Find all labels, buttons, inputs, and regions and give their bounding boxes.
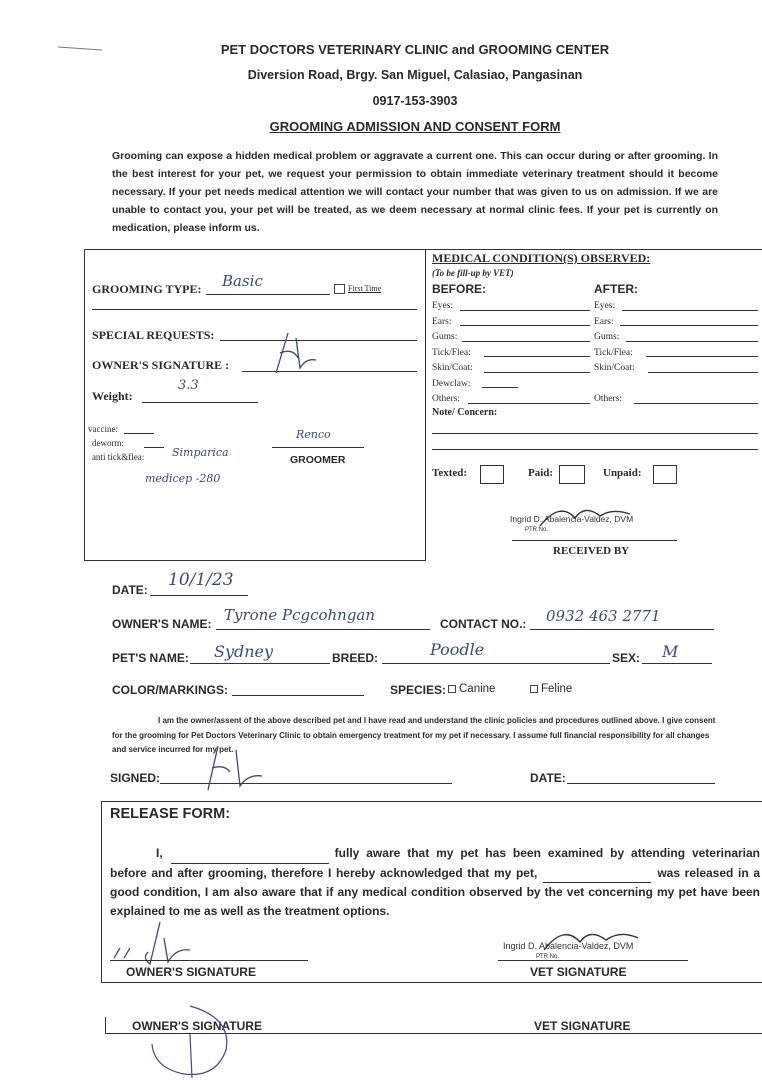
after-list <box>594 299 754 408</box>
groomer-name: Renco <box>296 428 331 441</box>
after-skin-line <box>648 372 758 373</box>
after-item[interactable]: Skin/Coat: <box>594 363 635 373</box>
first-time-checkbox[interactable] <box>334 284 381 294</box>
contact-line <box>530 629 714 630</box>
species-feline-option[interactable]: Feline <box>530 683 572 695</box>
paid-label: Paid: <box>528 467 554 479</box>
contact-label: CONTACT NO.: <box>440 617 527 631</box>
grooming-type-value[interactable]: Basic <box>222 272 263 290</box>
before-tick-line <box>484 356 590 357</box>
form-title: GROOMING ADMISSION AND CONSENT FORM <box>269 119 561 134</box>
after-item <box>594 377 754 393</box>
after-others-line <box>634 403 758 404</box>
groomer-label: GROOMER <box>290 454 346 466</box>
paid-checkbox[interactable] <box>559 465 585 484</box>
vaccine-line[interactable] <box>124 433 154 434</box>
before-eyes-line <box>460 310 590 311</box>
color-line[interactable] <box>232 695 364 696</box>
received-by-line <box>512 540 677 541</box>
before-dewclaw-line <box>482 387 518 388</box>
date-line <box>150 595 248 596</box>
pet-name-label: PET'S NAME: <box>112 651 189 665</box>
consent-signature-icon <box>196 738 276 794</box>
groomer-line <box>272 447 364 448</box>
before-label: BEFORE: <box>432 282 486 296</box>
before-item[interactable]: Dewclaw: <box>432 378 471 389</box>
before-item[interactable]: Gums: <box>432 332 458 342</box>
release-owner-signature-label: OWNER'S SIGNATURE <box>126 965 256 979</box>
before-item[interactable]: Ears: <box>432 316 452 327</box>
clinic-address: Diversion Road, Brgy. San Miguel, Calasiao, Pangasinan <box>247 68 583 82</box>
date-value[interactable]: 10/1/23 <box>168 570 234 590</box>
release-title: RELEASE FORM: <box>110 806 231 822</box>
color-label: COLOR/MARKINGS: <box>112 683 228 697</box>
medicine-note: medicep -280 <box>145 472 221 485</box>
before-item[interactable]: Tick/Flea: <box>432 347 471 358</box>
grooming-type-line <box>206 294 330 295</box>
weight-line[interactable] <box>142 402 258 403</box>
owner-name-label: OWNER'S NAME: <box>112 617 212 631</box>
before-gums-line <box>462 341 590 342</box>
owner-name-value[interactable]: Tyrone Pcgcohngan <box>224 606 376 624</box>
date-label: DATE: <box>112 583 148 597</box>
before-item[interactable]: Eyes: <box>432 301 454 311</box>
footer-vet-signature-label: VET SIGNATURE <box>534 1019 631 1033</box>
breed-line <box>382 663 610 664</box>
after-tick-line <box>646 356 758 357</box>
release-vet-signature-line[interactable] <box>498 960 688 961</box>
grooming-extra-line <box>92 309 417 310</box>
after-item[interactable]: Tick/Flea: <box>594 347 633 358</box>
deworm-label: deworm: <box>92 438 124 448</box>
deworm-line[interactable] <box>144 447 164 448</box>
after-item[interactable]: Gums: <box>594 332 620 342</box>
before-item[interactable]: Others: <box>432 394 460 404</box>
after-gums-line <box>626 341 758 342</box>
footer-owner-signature-label: OWNER'S SIGNATURE <box>132 1019 262 1033</box>
after-item[interactable]: Ears: <box>594 316 614 327</box>
intro-text: Grooming can expose a hidden medical problem or aggravate a current one. This can occur during or after grooming. In the best interest for your pet, we request your permission to obtain immediate veterinary treatment should it become necessary. If your pet needs medical attention we will contact your number that was given to us on admission. If we are unable to contact you, your pet will be treated, as we deem necessary at normal clinic fees. If your pet is currently on medication, please inform us. <box>112 150 718 234</box>
first-time-label: First Time <box>348 284 382 293</box>
vet-name-stamp: Ingrid D. Abalencia-Valdez, DVM <box>510 514 634 524</box>
owner-name-line <box>216 629 430 630</box>
canine-checkbox-icon[interactable] <box>448 685 456 693</box>
note-label: Note/ Concern: <box>432 407 498 418</box>
breed-label: BREED: <box>332 651 379 665</box>
sex-label: SEX: <box>612 651 641 665</box>
grooming-type-label: GROOMING TYPE: <box>92 282 202 296</box>
consent-text: I am the owner/assent of the above described pet and I have read and understand the clinic policies and procedures outlined above. I give consent for the grooming for Pet Doctors Veterinary Clinic to obtain emergency treatment for my pet if necessary. I assume full financial responsibility for all changes and service incurred for my pet. <box>112 716 716 754</box>
species-label: SPECIES: <box>390 683 447 697</box>
first-time-box-icon[interactable] <box>334 284 345 294</box>
unpaid-checkbox[interactable] <box>653 465 677 484</box>
after-ears-line <box>620 325 758 326</box>
release-vet-name-stamp: Ingrid D. Abalencia-Valdez, DVM <box>503 941 634 951</box>
breed-value[interactable]: Poodle <box>430 640 485 659</box>
unpaid-label: Unpaid: <box>603 467 642 479</box>
consent-date-line[interactable] <box>567 783 715 784</box>
pet-name-value[interactable]: Sydney <box>214 642 274 661</box>
special-requests-label: SPECIAL REQUESTS: <box>92 328 215 342</box>
release-owner-signature-icon <box>110 918 200 966</box>
vaccine-label: vaccine: <box>88 424 118 434</box>
signed-label: SIGNED: <box>110 771 161 785</box>
before-others-line <box>468 403 590 404</box>
vet-ptr: PTR No. <box>525 527 549 533</box>
received-by-label: RECEIVED BY <box>553 545 630 557</box>
contact-value[interactable]: 0932 463 2771 <box>546 607 661 625</box>
footer-stamp-circle-icon <box>140 1004 240 1080</box>
after-item[interactable]: Eyes: <box>594 301 616 311</box>
before-ears-line <box>460 325 590 326</box>
release-pet-name-line[interactable] <box>543 864 651 884</box>
before-skin-line <box>484 372 590 373</box>
texted-label: Texted: <box>432 467 468 479</box>
sex-line <box>642 663 712 664</box>
owner-signature-scribble-icon <box>258 328 328 378</box>
clinic-phone: 0917-153-3903 <box>372 94 458 108</box>
sex-value[interactable]: M <box>662 642 679 661</box>
species-canine-option[interactable]: Canine <box>448 683 495 695</box>
note-line-2[interactable] <box>432 449 758 450</box>
medical-subtitle: (To be fill-up by VET) <box>432 268 514 278</box>
release-text: I, fully aware that my pet has been examined by attending veterinarian before and after grooming, therefore I hereby acknowledged that my pet, was released in a good condition, I am also aware that if any medical condition observed by the vet concerning my pet have been explained to me as well as the treatment options. <box>110 846 761 918</box>
before-list <box>432 299 592 408</box>
before-item[interactable]: Skin/Coat: <box>432 363 473 373</box>
owner-signature-label-top: OWNER'S SIGNATURE : <box>92 358 230 372</box>
anti-tick-label: anti tick&flea: <box>92 452 145 462</box>
after-eyes-line <box>622 310 758 311</box>
clinic-name: PET DOCTORS VETERINARY CLINIC and GROOMING CENTER <box>220 42 610 57</box>
note-line-1[interactable] <box>432 433 758 434</box>
release-vet-ptr: PTR No. <box>536 954 560 960</box>
pet-name-line <box>190 663 330 664</box>
release-owner-name-line[interactable] <box>171 844 329 864</box>
release-vet-signature-label: VET SIGNATURE <box>530 965 627 979</box>
anti-tick-value: Simparica <box>172 446 229 459</box>
weight-value: 3.3 <box>178 378 199 393</box>
after-item[interactable]: Others: <box>594 394 622 404</box>
feline-checkbox-icon[interactable] <box>530 685 538 693</box>
weight-label: Weight: <box>92 389 133 403</box>
consent-date-label: DATE: <box>530 771 566 785</box>
medical-title: MEDICAL CONDITION(S) OBSERVED: <box>432 251 651 265</box>
release-owner-signature-line[interactable] <box>110 960 308 961</box>
texted-checkbox[interactable] <box>480 465 504 484</box>
after-label: AFTER: <box>594 282 638 296</box>
